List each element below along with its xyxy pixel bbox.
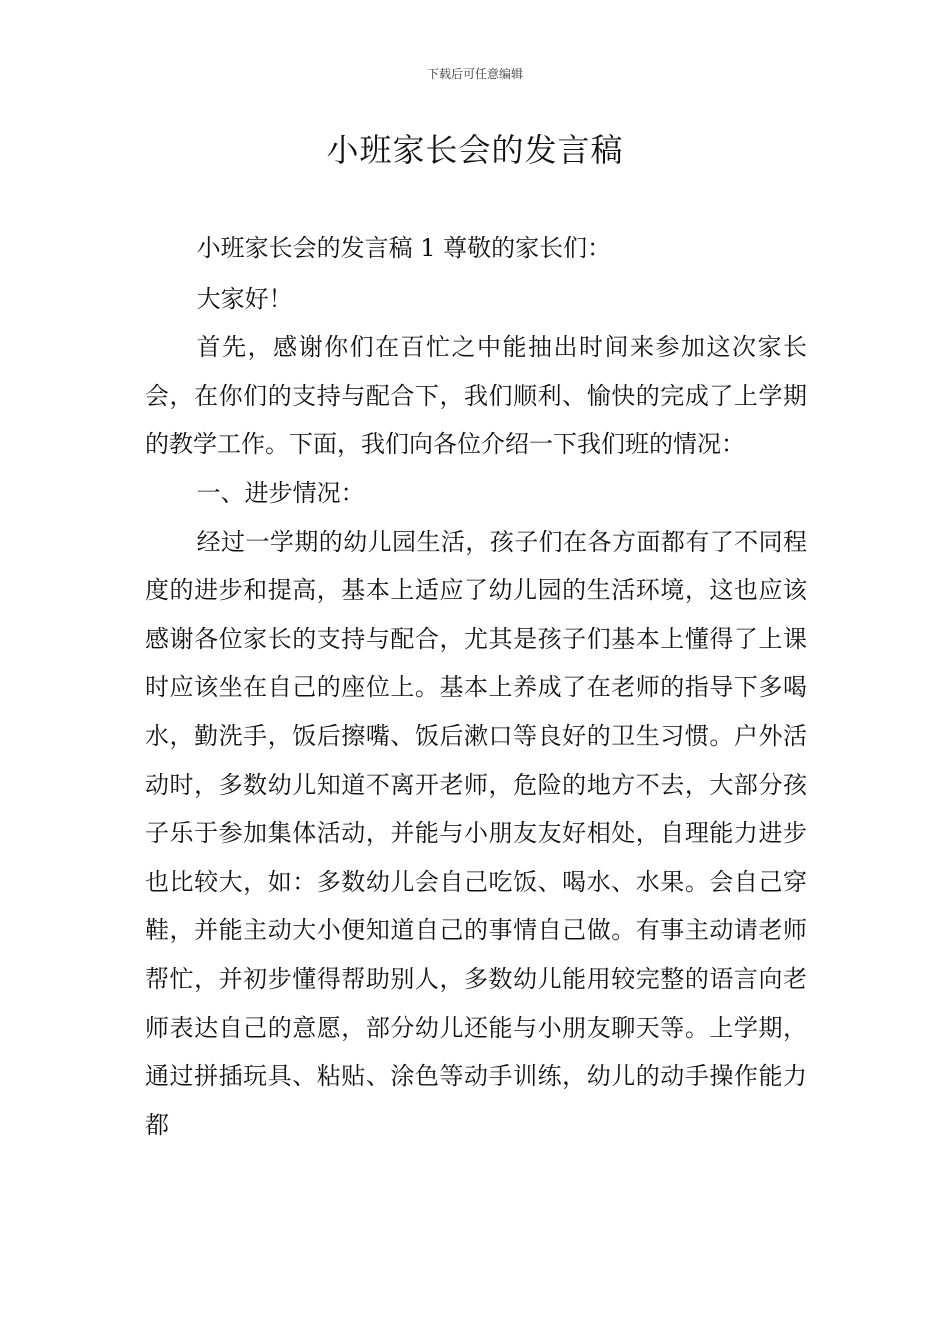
paragraph-progress-detail: 经过一学期的幼儿园生活，孩子们在各方面都有了不同程度的进步和提高，基本上适应了幼儿园的生活环境，这也应该感谢各位家长的支持与配合，尤其是孩子们基本上懂得了上课时应该坐在自己的座位上。基本上养成了在老师的指导下多喝水，勤洗手，饭后擦嘴、饭后漱口等良好的卫生习惯。户外活动时，多数幼儿知道不离开老师，危险的地方不去，大部分孩子乐于参加集体活动，并能与小朋友友好相处，自理能力进步也比较大，如：多数幼儿会自己吃饭、喝水、水果。会自己穿鞋，并能主动大小便知道自己的事情自己做。有事主动请老师帮忙，并初步懂得帮助别人，多数幼儿能用较完整的语言向老师表达自己的意愿，部分幼儿还能与小朋友聊天等。上学期，通过拼插玩具、粘贴、涂色等动手训练，幼儿的动手操作能力都	[145, 527, 807, 1139]
section-heading-progress: 一、进步情况：	[196, 478, 365, 507]
document-body	[145, 224, 807, 1149]
paragraph-greeting: 大家好！	[196, 284, 293, 313]
paragraph-salutation: 小班家长会的发言稿 1 尊敬的家长们：	[196, 234, 612, 262]
document-title: 小班家长会的发言稿	[326, 131, 624, 169]
paragraph-opening: 首先，感谢你们在百忙之中能抽出时间来参加这次家长会，在你们的支持与配合下，我们顺利、愉快的完成了上学期的教学工作。下面，我们向各位介绍一下我们班的情况：	[145, 333, 807, 459]
page-header-note: 下载后可任意编辑	[426, 67, 523, 81]
